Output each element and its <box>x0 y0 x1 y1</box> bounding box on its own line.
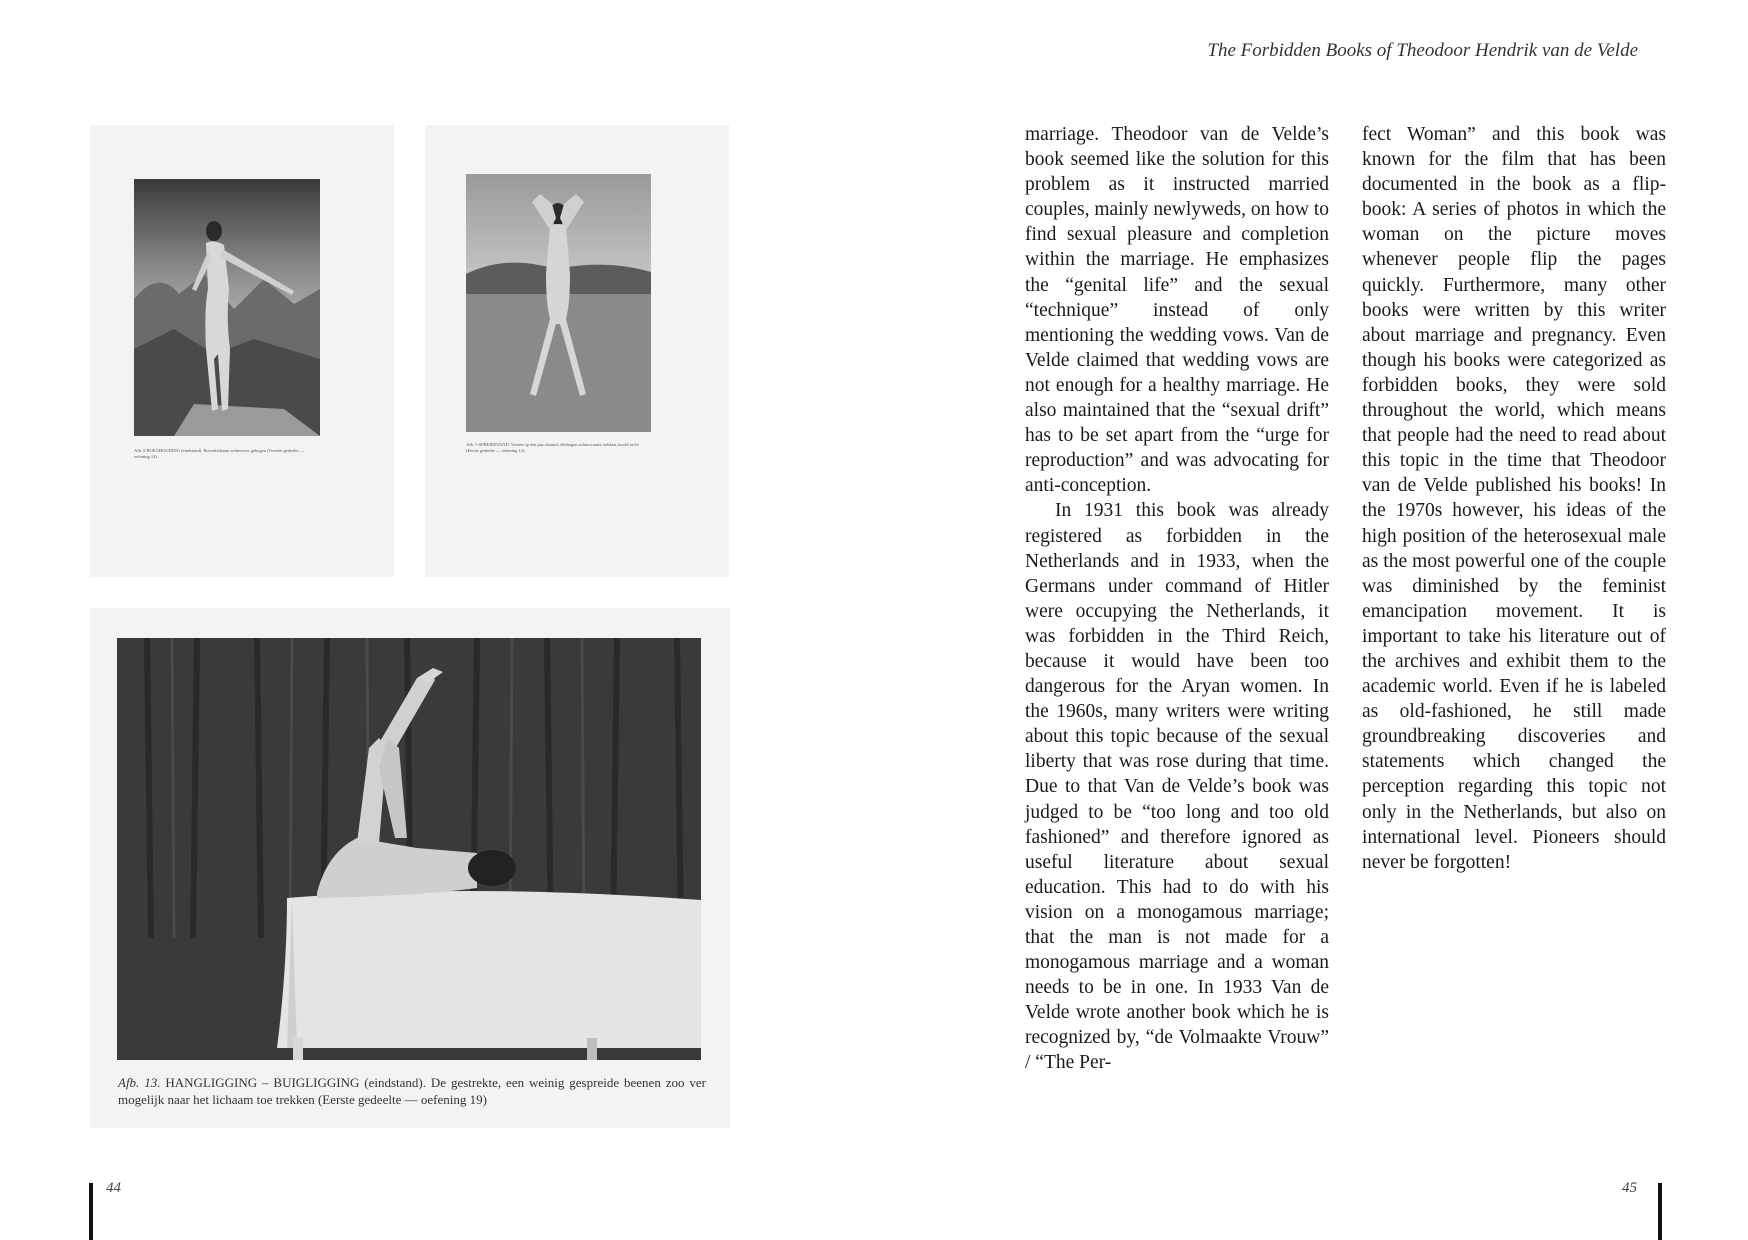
photo-plate-2 <box>425 125 729 577</box>
page-edge-rule <box>89 1183 93 1240</box>
page-number-left: 44 <box>106 1180 121 1196</box>
photo-plate-1 <box>90 125 394 577</box>
running-header: The Forbidden Books of Theodoor Hendrik van de Velde <box>1207 40 1638 61</box>
photo-woman-mountain <box>134 179 320 436</box>
body-column-right <box>1362 122 1666 875</box>
page-number-right: 45 <box>1622 1180 1637 1196</box>
body-column-left <box>1025 122 1329 1076</box>
photo-plate-3 <box>90 608 730 1128</box>
photo-caption: Afb. 8 BOEGHOUDING (eindstand). Bovenlichaam achterover gebogen (Tweede gedeelte — oefening 14) <box>134 448 305 459</box>
paragraph: marriage. Theodoor van de Velde’s book seemed like the solution for this problem as it instructed married couples, mainly newlyweds, on how to find sexual pleasure and completion within the marriage. He emphasizes the “genital life” and the sexual “technique” instead of only mentioning the wedding vows. Van de Velde claimed that wedding vows are not enough for a healthy marriage. He also maintained that the “sexual drift” has to be set apart from the “urge for reproduction” and was advocating for anti-conception. <box>1025 124 1329 497</box>
paragraph: In 1931 this book was already registered as forbidden in the Netherlands and in 1933, when the Germans under command of Hitler were occupying the Netherlands, it was forbidden in the Third Reich, because it would have been too dangerous for the Aryan women. In the 1960s, many writers were writing about this topic because of the sexual liberty that was rose during that time. Due to that Van de Velde’s book was judged to be “too long and too old fashioned” and therefore ignored as useful literature about sexual education. This had to do with his vision on a monogamous marriage; that the man is not made for a monogamous marriage and a woman needs to be in one. In 1933 Van de Velde wrote another book which he is recognized by, “de Volmaakte Vrouw” / “The Per- <box>1025 500 1329 1074</box>
photo-caption-main <box>118 1074 706 1108</box>
caption-lead: Afb. 13. <box>118 1075 161 1090</box>
photo-woman-spread-stance <box>466 174 651 432</box>
caption-text: HANGLIGGING – BUIGLIGGING (eindstand). De gestrekte, een weinig gespreide beenen zoo ver mogelijk naar het lichaam toe trekken (Eerste gedeelte — oefening 19) <box>118 1075 707 1107</box>
photo-caption: Afb. 5 SPREIDSTAND. Voeten op één pas afstand; ellebogen achterwaarts trekken, hoofd recht (Eerste gedeelte — oefening 12) <box>466 442 639 453</box>
photo-woman-table <box>117 638 701 1060</box>
paragraph: fect Woman” and this book was known for the film that has been documented in the book as a flip-book: A series of photos in which the woman on the picture moves whenever people flip the pages quickly. Furthermore, many other books were written by this writer about marriage and pregnancy. Even though his books were categorized as forbidden books, they were sold throughout the world, which means that people had the need to read about this topic in the time that Theodoor van de Velde published his books! In the 1970s however, his ideas of the high position of the heterosexual male as the most powerful one of the couple was diminished by the feminist emancipation movement. It is important to take his literature out of the archives and exhibit them to the academic world. Even if he is labeled as old-fashioned, he still made groundbreaking discoveries and statements which changed the perception regarding this topic not only in the Netherlands, but also on international level. Pioneers should never be forgotten! <box>1362 124 1666 873</box>
page-edge-rule <box>1658 1183 1662 1240</box>
